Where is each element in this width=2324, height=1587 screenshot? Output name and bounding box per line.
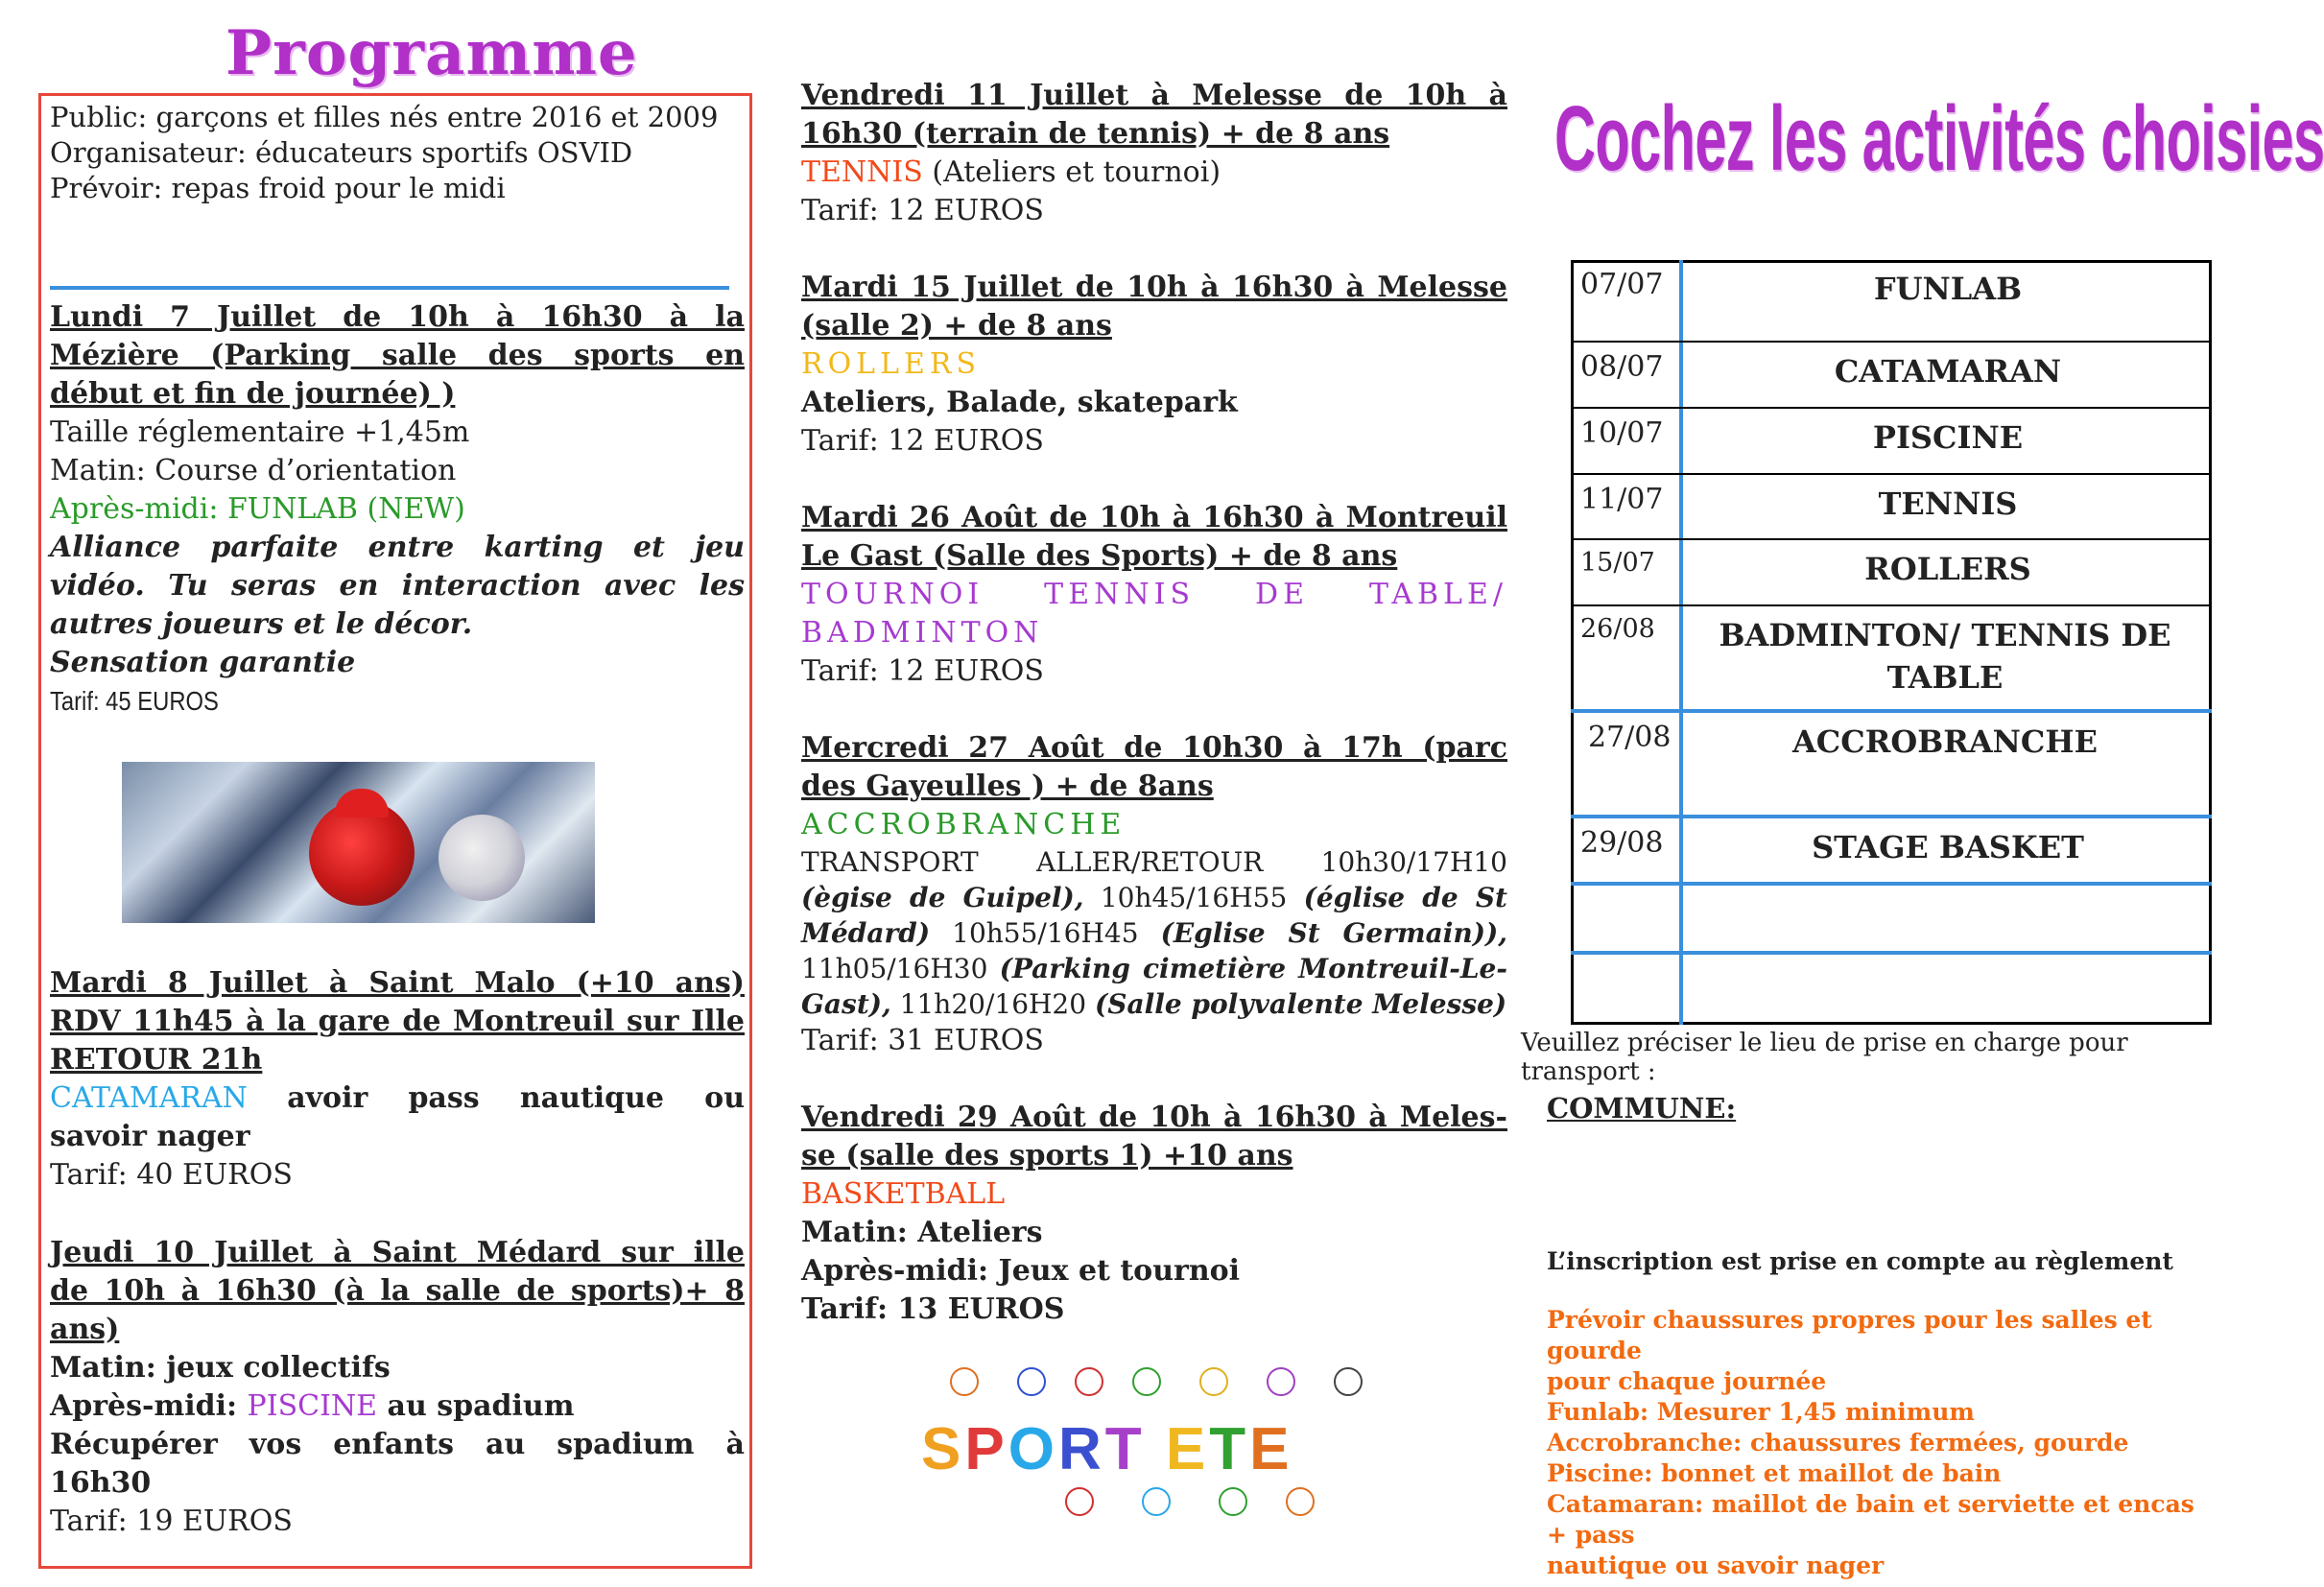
mardi26-tarif: Tarif: 12 EUROS xyxy=(801,654,1044,688)
lundi-apres-midi: Après-midi: FUNLAB (NEW) xyxy=(50,492,465,526)
row-activity: CATAMARAN xyxy=(1834,353,2062,390)
vendredi11-section xyxy=(801,77,1507,230)
transport-3a: Médard) xyxy=(801,917,931,949)
mardi15-activity: ROLLERS xyxy=(801,347,982,381)
logo-text xyxy=(892,1362,893,1363)
mardi8-activity: CATAMARAN xyxy=(50,1081,248,1115)
vendredi29-tarif: Tarif: 13 EUROS xyxy=(801,1292,1065,1326)
jeudi10-apres-activity: PISCINE xyxy=(247,1389,378,1423)
inscription-note: L’inscription est prise en compte au règlement xyxy=(1547,1247,2173,1275)
transport-5c: (Salle polyvalente Melesse) xyxy=(1094,988,1507,1020)
mercredi27-heading-1: Mercredi 27 Août de 10h30 à 17h (parc xyxy=(801,731,1507,765)
transport-5b: 11h20/16H20 xyxy=(899,988,1087,1020)
mardi8-section xyxy=(50,964,745,1195)
logo-figures xyxy=(950,1362,1363,1415)
activities-table xyxy=(1571,260,2212,1025)
table-row[interactable] xyxy=(1571,886,2212,955)
kart-white xyxy=(439,815,525,901)
row-date: 10/07 xyxy=(1580,416,1664,450)
mardi8-heading-2: RDV 11h45 à la gare de Montreuil sur Ille xyxy=(50,1005,745,1038)
row-date: 15/07 xyxy=(1580,548,1655,578)
lundi-tarif: Tarif: 45 EUROS xyxy=(50,686,219,716)
mardi26-section xyxy=(801,499,1507,691)
jeudi10-heading-1: Jeudi 10 Juillet à Saint Médard sur ille xyxy=(50,1236,745,1269)
mardi26-activity-2: BADMINTON xyxy=(801,616,1044,650)
jeudi10-recup-1: Récupérer vos enfants au spadium à xyxy=(50,1428,745,1461)
jeudi10-heading-2: de 10h à 16h30 (à la salle de sports)+ 8 xyxy=(50,1274,745,1308)
sport-ete-logo xyxy=(892,1362,1401,1526)
lundi-section xyxy=(50,298,745,721)
jeudi10-recup-2: 16h30 xyxy=(50,1466,152,1500)
row-activity: STAGE BASKET xyxy=(1812,829,2084,865)
mardi8-heading-1: Mardi 8 Juillet à Saint Malo (+10 ans) xyxy=(50,966,745,1000)
table-row[interactable] xyxy=(1571,713,2212,818)
row-date: 29/08 xyxy=(1580,826,1664,860)
mardi15-heading-1: Mardi 15 Juillet de 10h à 16h30 à Melesse xyxy=(801,271,1507,304)
transport-5a: Gast), xyxy=(801,988,891,1020)
mercredi27-section xyxy=(801,729,1507,1060)
jeudi10-matin: Matin: jeux collectifs xyxy=(50,1351,391,1385)
row-activity: FUNLAB xyxy=(1873,271,2023,307)
mardi8-note-1: avoir pass nautique ou xyxy=(287,1081,745,1115)
transport-2b: 10h45/16H55 xyxy=(1100,882,1288,913)
mardi26-heading-2: Le Gast (Salle des Sports) + de 8 ans xyxy=(801,539,1398,573)
lundi-heading-2: Mézière (Parking salle des sports en xyxy=(50,339,745,372)
lundi-desc-3: autres joueurs et le décor. xyxy=(50,607,473,641)
programme-column xyxy=(50,100,745,721)
commune-label: COMMUNE: xyxy=(1547,1092,1737,1125)
transport-2c: (église de St xyxy=(1303,882,1507,913)
vendredi29-apres-midi: Après-midi: Jeux et tournoi xyxy=(801,1254,1241,1288)
mardi26-heading-1: Mardi 26 Août de 10h à 16h30 à Montreuil xyxy=(801,501,1507,534)
mardi15-section xyxy=(801,269,1507,461)
table-row[interactable] xyxy=(1571,343,2212,409)
note-item: Prévoir chaussures propres pour les salles et gourde xyxy=(1547,1306,2152,1364)
sport-ete-word: SPORT ETE xyxy=(921,1416,1293,1482)
lundi-heading: Lundi 7 Juillet de 10h à 16h30 à la xyxy=(50,300,745,334)
intro-organisateur: Organisateur: éducateurs sportifs OSVID xyxy=(50,136,633,169)
vendredi11-note: (Ateliers et tournoi) xyxy=(932,155,1221,189)
row-date: 26/08 xyxy=(1580,614,1655,644)
note-item: Funlab: Mesurer 1,45 minimum xyxy=(1547,1398,1975,1426)
table-row[interactable] xyxy=(1571,260,2212,343)
intro-prevoir: Prévoir: repas froid pour le midi xyxy=(50,172,506,204)
mardi15-heading-2: (salle 2) + de 8 ans xyxy=(801,309,1112,343)
intro-public: Public: garçons et filles nés entre 2016 et 2009 xyxy=(50,101,719,133)
mardi15-tarif: Tarif: 12 EUROS xyxy=(801,424,1044,458)
vendredi29-heading-1: Vendredi 29 Août de 10h à 16h30 à Meles- xyxy=(801,1101,1507,1134)
vendredi29-section xyxy=(801,1099,1507,1329)
mardi15-desc: Ateliers, Balade, skatepark xyxy=(801,386,1238,419)
transport-instruction: Veuillez préciser le lieu de prise en charge pour transport : xyxy=(1521,1029,2128,1086)
programme-column-2 xyxy=(801,77,1507,1367)
intro xyxy=(50,100,745,206)
mercredi27-heading-2: des Gayeulles ) + de 8ans xyxy=(801,770,1214,803)
lundi-matin: Matin: Course d’orientation xyxy=(50,454,457,487)
lundi-desc-1: Alliance parfaite entre karting et jeu xyxy=(50,531,745,564)
transport-2a: (ègise de Guipel), xyxy=(801,882,1084,913)
row-activity: ROLLERS xyxy=(1864,551,2031,587)
vendredi29-heading-2: se (salle des sports 1) +10 ans xyxy=(801,1139,1293,1172)
note-item: Catamaran: maillot de bain et serviette et encas + pass xyxy=(1547,1490,2194,1549)
note-item: nautique ou savoir nager xyxy=(1547,1551,1885,1579)
lundi-taille: Taille réglementaire +1,45m xyxy=(50,415,470,449)
jeudi10-heading-3: ans) xyxy=(50,1313,120,1346)
mardi26-activity-1: TOURNOI TENNIS DE TABLE/ xyxy=(801,578,1507,611)
kart-cap xyxy=(335,789,389,817)
jeudi10-section xyxy=(50,1234,745,1541)
transport-line-1: TRANSPORT ALLER/RETOUR 10h30/17H10 xyxy=(801,846,1507,878)
lundi-heading-3: début et fin de journée) ) xyxy=(50,377,456,411)
vendredi29-activity: BASKETBALL xyxy=(801,1177,1006,1211)
vendredi11-tarif: Tarif: 12 EUROS xyxy=(801,194,1044,227)
vendredi11-heading-2: 16h30 (terrain de tennis) + de 8 ans xyxy=(801,117,1390,151)
note-item: Accrobranche: chaussures fermées, gourde xyxy=(1547,1429,2129,1457)
mardi8-note-2: savoir nager xyxy=(50,1120,250,1153)
note-item: pour chaque journée xyxy=(1547,1367,1827,1395)
lundi-desc-2: vidéo. Tu seras en interaction avec les xyxy=(50,569,745,603)
karting-image xyxy=(122,762,595,923)
table-row[interactable] xyxy=(1571,475,2212,540)
row-activity: TENNIS xyxy=(1878,486,2018,522)
row-activity: BADMINTON/ TENNIS DE TABLE xyxy=(1719,617,2171,696)
table-row[interactable] xyxy=(1571,606,2212,713)
notes-list xyxy=(1547,1305,2218,1581)
table-row[interactable] xyxy=(1571,540,2212,606)
lundi-desc-4: Sensation garantie xyxy=(50,646,356,679)
table-row[interactable] xyxy=(1571,955,2212,1025)
jeudi10-apres-suffix: au spadium xyxy=(387,1389,575,1423)
transport-3c: (Eglise St Germain)), xyxy=(1160,917,1507,949)
cochez-title-text: Cochez les activités choisies xyxy=(1554,87,2324,190)
transport-4a: 11h05/16H30 xyxy=(801,953,988,984)
logo-figures-bottom xyxy=(1065,1487,1353,1526)
table-row[interactable] xyxy=(1571,818,2212,886)
mercredi27-activity: ACCROBRANCHE xyxy=(801,808,1126,841)
mercredi27-transport xyxy=(801,844,1507,1022)
cochez-title xyxy=(1554,87,2324,190)
jeudi10-apres-prefix: Après-midi: xyxy=(50,1389,238,1423)
row-date: 27/08 xyxy=(1588,721,1672,754)
programme-title: Programme xyxy=(225,17,638,89)
note-item: Piscine: bonnet et maillot de bain xyxy=(1547,1459,2002,1487)
row-activity: PISCINE xyxy=(1872,419,2024,456)
mercredi27-tarif: Tarif: 31 EUROS xyxy=(801,1024,1044,1057)
vendredi29-matin: Matin: Ateliers xyxy=(801,1216,1043,1249)
mardi8-tarif: Tarif: 40 EUROS xyxy=(50,1158,293,1192)
row-date: 07/07 xyxy=(1580,268,1664,301)
transport-4b: (Parking cimetière Montreuil-Le- xyxy=(999,953,1507,984)
row-activity: ACCROBRANCHE xyxy=(1791,723,2099,760)
vendredi11-activity: TENNIS xyxy=(801,155,923,189)
mardi8-heading-3: RETOUR 21h xyxy=(50,1043,263,1077)
vendredi11-heading-1: Vendredi 11 Juillet à Melesse de 10h à xyxy=(801,79,1507,112)
jeudi10-tarif: Tarif: 19 EUROS xyxy=(50,1504,293,1538)
table-row[interactable] xyxy=(1571,409,2212,475)
transport-3b: 10h55/16H45 xyxy=(952,917,1139,949)
row-date: 11/07 xyxy=(1580,483,1664,516)
row-date: 08/07 xyxy=(1580,350,1664,384)
